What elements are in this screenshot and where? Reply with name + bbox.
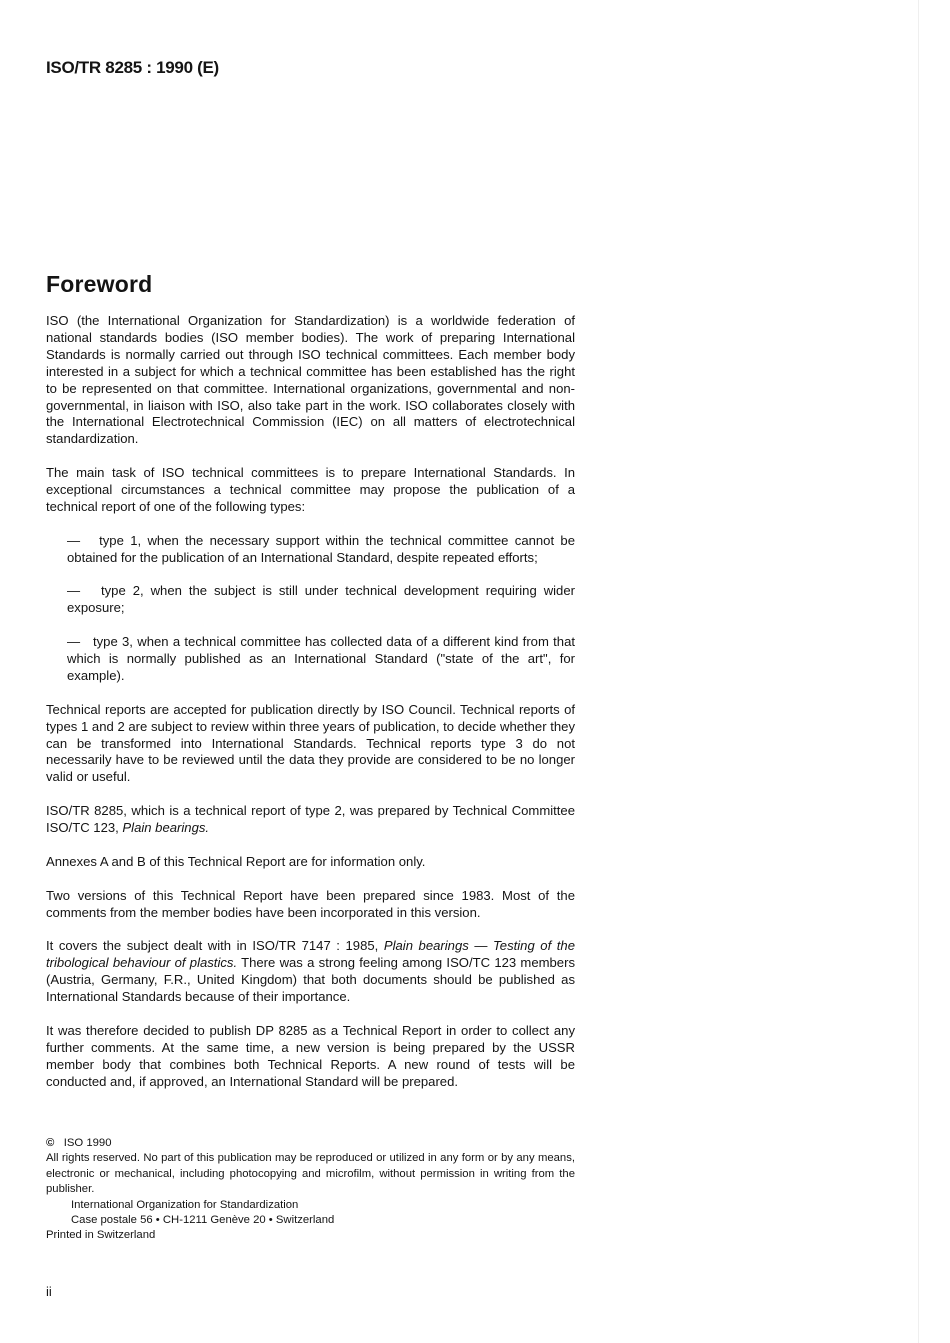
paragraph-4-text: ISO/TR 8285, which is a technical report of type 2, was prepared by Technical Committee ISO/TC 123, [46,803,575,836]
paragraph-4 [46,803,575,837]
document-id: ISO/TR 8285 : 1990 (E) [46,58,219,77]
page-title: Foreword [46,271,153,297]
paragraph-8: It was therefore decided to publish DP 8285 as a Technical Report in order to collect any further comments. At the same time, a new version is being prepared by the USSR member body that combines both Technical Reports. A new round of tests will be conducted and, if approved, an International Standard will be prepared. [46,1022,575,1089]
list-item-type-1 [67,533,575,567]
copyright-line [46,1136,575,1151]
paragraph-1: ISO (the International Organization for Standardization) is a worldwide federation of national standards bodies (ISO member bodies). The work of preparing International Standards is normally carried out through ISO technical committees. Each member body interested in a subject for which a technical committee has been established has the right to be represented on that committee. International organizations, governmental and non-governmental, in liaison with ISO, also take part in the work. ISO collaborates closely with the International Electrotechnical Commission (IEC) on all matters of electrotechnical standardization. [46,313,575,447]
list-item-type-2 [67,583,575,617]
paragraph-6: Two versions of this Technical Report have been prepared since 1983. Most of the comments from the member bodies have been incorporated in this version. [46,887,575,920]
dash: — [67,634,81,650]
list-item-text: type 3, when a technical committee has collected data of a different kind from that which is normally published as an International Standard ("state of the art", for example). [67,634,575,683]
publisher-org: International Organization for Standardization [71,1198,299,1211]
paragraph-5: Annexes A and B of this Technical Report are for information only. [46,853,426,869]
copyright-notice [46,1136,575,1244]
paragraph-7-text-cont: There was a strong feeling among ISO/TC 123 members (Austria, Germany, F.R., United Kingdom) that both documents should be published as International Standards because of their importance. [46,955,575,1005]
paragraph-7 [46,938,575,1006]
paragraph-2: The main task of ISO technical committees is to prepare International Standards. In exceptional circumstances a technical committee may propose the publication of a technical report of one of the following types: [46,465,575,514]
rights-statement: All rights reserved. No part of this publication may be reproduced or utilized in any form or by any means, electronic or mechanical, including photocopying and microfilm, without permission in writing from the publisher. [46,1152,575,1196]
paragraph-7-text: It covers the subject dealt with in ISO/TR 7147 : 1985, [46,938,384,954]
page-edge-line [918,0,919,1343]
list-item-type-3 [67,634,575,685]
publisher-address: Case postale 56 • CH-1211 Genève 20 • Switzerland [71,1214,335,1227]
copyright-icon: © [46,1137,55,1149]
copyright-year: ISO 1990 [63,1137,112,1149]
paragraph-3: Technical reports are accepted for publication directly by ISO Council. Technical reports of types 1 and 2 are subject to review within three years of publication, to decide whether they can be transformed into International Standards. Technical reports type 3 do not necessarily have to be reviewed until the data they provide are considered to be no longer valid or useful. [46,701,575,785]
committee-title: Plain bearings. [122,820,210,836]
printed-location: Printed in Switzerland [46,1229,156,1242]
referenced-title: Plain bearings — Testing of the tribological behaviour of plastics. [46,938,576,971]
list-item-text: type 2, when the subject is still under technical development requiring wider exposure; [67,583,575,616]
list-item-text: type 1, when the necessary support within the technical committee cannot be obtained for the publication of an International Standard, despite repeated efforts; [67,532,576,565]
foreword-body [46,313,575,1107]
dash: — [67,583,81,599]
page-number: ii [46,1284,52,1299]
dash: — [67,532,81,548]
